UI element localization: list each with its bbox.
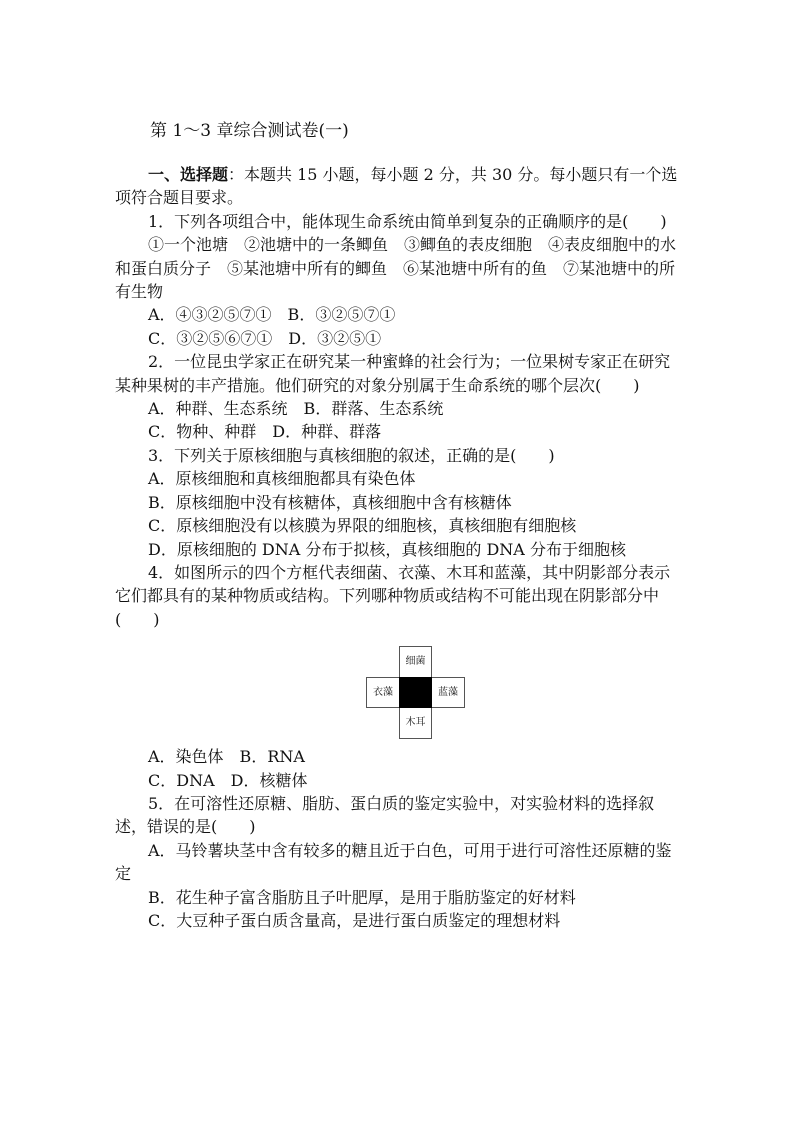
cross-diagram <box>366 646 465 739</box>
question-2-stem: 2．一位昆虫学家正在研究某一种蜜蜂的社会行为；一位果树专家正在研究某种果树的丰产措施。他们研究的对象分别属于生命系统的哪个层次( ) <box>115 352 671 395</box>
question-5-option-c: C．大豆种子蛋白质含量高，是进行蛋白质鉴定的理想材料 <box>148 910 561 930</box>
diagram-label-chlamydomonas: 衣藻 <box>373 686 393 698</box>
question-3-stem: 3．下列关于原核细胞与真核细胞的叙述，正确的是( ) <box>148 445 555 465</box>
question-1-options-cd: C．③②⑤⑥⑦① D．③②⑤① <box>148 328 382 348</box>
diagram-label-fungus: 木耳 <box>405 717 426 729</box>
question-3-option-b: B．原核细胞中没有核糖体，真核细胞中含有核糖体 <box>148 492 512 512</box>
section-heading-text: ：本题共 15 小题，每小题 2 分，共 30 分。每小题只有一个选项符合题目要求。 <box>115 165 678 208</box>
question-3-option-c: C．原核细胞没有以核膜为界限的细胞核，真核细胞有细胞核 <box>148 516 577 536</box>
section-heading-lead: 一、选择题 <box>148 165 229 184</box>
question-2-options-cd: C．物种、种群 D．种群、群落 <box>148 422 382 442</box>
diagram-shaded-center <box>399 677 432 708</box>
diagram-box-bottom <box>399 707 432 739</box>
question-3-option-a: A．原核细胞和真核细胞都具有染色体 <box>148 469 416 489</box>
question-1-options-ab: A．④③②⑤⑦① B．③②⑤⑦① <box>148 305 396 325</box>
question-5-stem: 5．在可溶性还原糖、脂肪、蛋白质的鉴定实验中，对实验材料的选择叙述，错误的是( ) <box>115 793 655 837</box>
diagram-box-left <box>366 677 400 708</box>
diagram-box-top <box>399 646 432 678</box>
diagram-box-right <box>431 677 465 708</box>
diagram-label-cyanobacteria: 蓝藻 <box>438 686 458 698</box>
question-4-diagram-area <box>115 637 681 745</box>
question-1-items: ①一个池塘 ②池塘中的一条鲫鱼 ③鲫鱼的表皮细胞 ④表皮细胞中的水和蛋白质分子 ⑤某池塘中所有的鲫鱼 ⑥某池塘中所有的鱼 ⑦某池塘中的所有生物 <box>115 235 677 302</box>
question-4-options-cd: C．DNA D．核糖体 <box>148 770 308 790</box>
question-1-stem: 1．下列各项组合中，能体现生命系统由简单到复杂的正确顺序的是( ) <box>148 211 667 231</box>
section-heading <box>115 163 681 210</box>
page-title: 第 1～3 章综合测试卷(一) <box>150 121 349 141</box>
question-list <box>115 163 681 932</box>
question-4-stem: 4．如图所示的四个方框代表细菌、衣藻、木耳和蓝藻，其中阴影部分表示它们都具有的某种物质或结构。下列哪种物质或结构不可能出现在阴影部分中( ) <box>115 562 671 629</box>
question-5-option-b: B．花生种子富含脂肪且子叶肥厚，是用于脂肪鉴定的好材料 <box>148 887 576 907</box>
question-4-options-ab: A．染色体 B．RNA <box>148 747 305 767</box>
diagram-label-bacteria: 细菌 <box>405 656 426 668</box>
question-2-options-ab: A．种群、生态系统 B．群落、生态系统 <box>148 399 444 419</box>
question-5-option-a: A．马铃薯块茎中含有较多的糖且近于白色，可用于进行可溶性还原糖的鉴定 <box>115 840 672 884</box>
question-3-option-d: D．原核细胞的 DNA 分布于拟核，真核细胞的 DNA 分布于细胞核 <box>148 539 626 559</box>
